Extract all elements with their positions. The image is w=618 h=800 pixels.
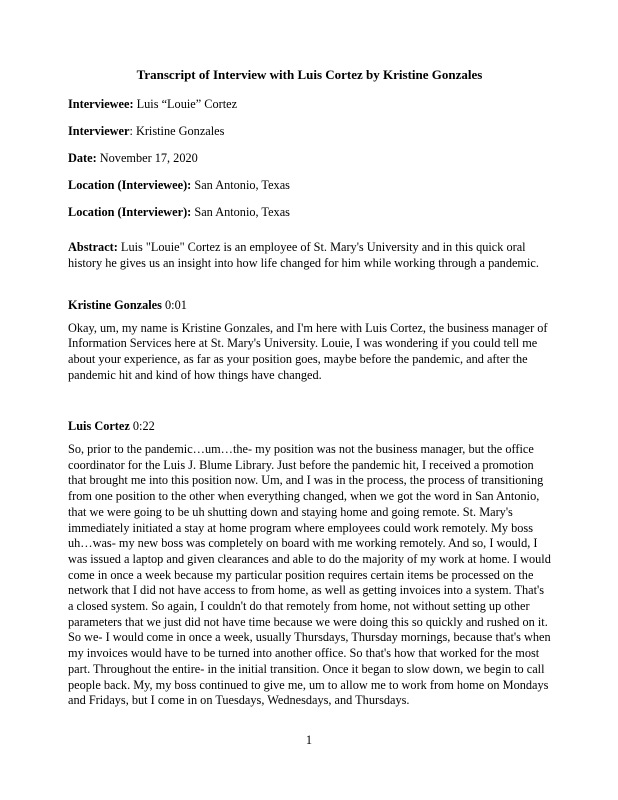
metadata-value-location-interviewer: San Antonio, Texas [191, 204, 290, 219]
speaker-timestamp: 0:22 [129, 419, 155, 434]
abstract-label: Abstract: [68, 240, 118, 255]
abstract-text: Luis "Louie" Cortez is an employee of St. Mary's University and in this quick oral history he gives us an insight into how life changed for him while working through a pandemic. [68, 240, 539, 271]
speaker-heading [68, 419, 551, 435]
metadata-label-interviewee: Interviewee: [68, 96, 134, 111]
speech-paragraph: So, prior to the pandemic…um…the- my position was not the business manager, but the office coordinator for the Luis J. Blume Library. Just before the pandemic hit, I received a promotion that brought me into this position now. Um, and I was in the process, the process of transitioning from one position to the other when everything changed, when we got the word in San Antonio, that we were going to be uh shutting down and staying home and going remote. St. Mary's immediately initiated a stay at home program where employees could work remotely. My boss uh…was- my new boss was completely on board with me working remotely. And so, I would, I was issued a laptop and given clearances and able to do the majority of my work at home. I would come in once a week because my particular position requires certain items be processed on the network that I did not have access to from home, as well as getting invoices into a system. That's a closed system. So again, I couldn't do that remotely from home, not without setting up other parameters that we just did not have time because we were doing this so quickly and rushed on it. So we- I would come in once a week, usually Thursdays, Thursday mornings, because that's when my invoices would have to be turned into another office. So that's how that worked for the most part. Throughout the entire- in the initial transition. Once it began to slow down, we begin to call people back. My, my boss continued to give me, um to allow me to work from home on Mondays and Fridays, but I come in on Tuesdays, Wednesdays, and Thursdays. [68, 442, 551, 708]
speaker-name: Kristine Gonzales [68, 297, 162, 312]
document-title: Transcript of Interview with Luis Cortez by Kristine Gonzales [136, 67, 483, 82]
metadata-section [68, 97, 551, 221]
metadata-label-location-interviewer: Location (Interviewer): [68, 204, 192, 219]
metadata-value-interviewer: : Kristine Gonzales [129, 123, 225, 138]
metadata-row-location-interviewer [68, 205, 551, 221]
speaker-timestamp: 0:01 [161, 297, 187, 312]
metadata-row-interviewer [68, 124, 551, 140]
metadata-label-date: Date: [68, 150, 97, 165]
abstract-paragraph [68, 240, 551, 271]
metadata-row-interviewee [68, 97, 551, 113]
metadata-label-interviewer: Interviewer [68, 123, 130, 138]
speaker-turn-kristine-gonzales [68, 298, 551, 384]
page-number: 1 [305, 733, 313, 747]
metadata-value-location-interviewee: San Antonio, Texas [191, 177, 290, 192]
metadata-row-location-interviewee [68, 178, 551, 194]
speaker-turn-luis-cortez [68, 419, 551, 709]
metadata-value-date: November 17, 2020 [96, 150, 198, 165]
metadata-value-interviewee: Luis “Louie” Cortez [133, 96, 238, 111]
speech-paragraph: Okay, um, my name is Kristine Gonzales, and I'm here with Luis Cortez, the business manager of Information Services here at St. Mary's University. Louie, I was wondering if you could tell me about your experience, as far as your position goes, maybe before the pandemic, and after the pandemic hit and kind of how things have changed. [68, 320, 548, 382]
speaker-heading [68, 298, 551, 314]
metadata-row-date [68, 151, 551, 167]
speaker-name: Luis Cortez [68, 419, 130, 434]
metadata-label-location-interviewee: Location (Interviewee): [68, 177, 192, 192]
